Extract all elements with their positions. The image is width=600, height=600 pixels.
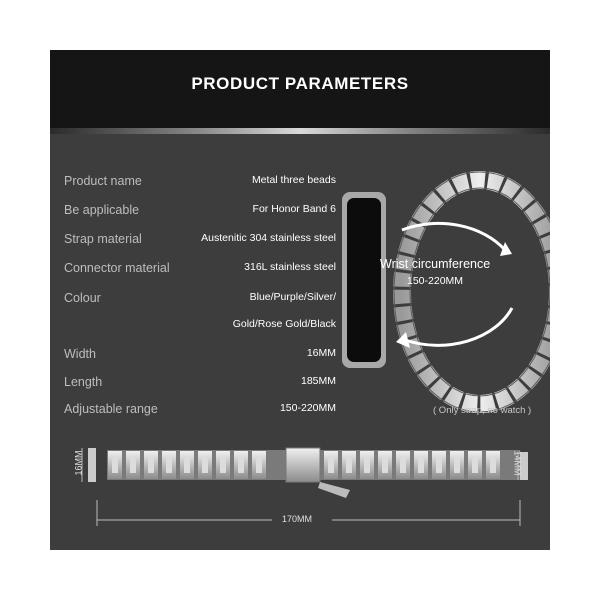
strap-link-bead [238,457,244,473]
clasp-lever [318,482,350,498]
param-label: Colour [64,291,101,305]
strap-link-bead [436,457,442,473]
strap-only-note: ( Only strap, no watch ) [433,405,532,416]
param-row-product-name [50,174,550,192]
strap-link-bead [490,457,496,473]
watch-body [347,198,381,362]
param-label: Strap material [64,232,142,246]
param-value: Metal three beads [251,174,336,186]
param-row-length [50,375,550,393]
wrist-circumference-label: Wrist circumference [380,257,491,271]
param-label: Adjustable range [64,402,158,416]
param-label: Width [64,347,96,361]
param-label: Connector material [64,261,170,275]
strap-link-bead [328,457,334,473]
param-value: Austenitic 304 stainless steel [201,232,336,244]
page-title: PRODUCT PARAMETERS [191,74,409,93]
strap-link-bead [220,457,226,473]
param-label: Length [64,375,103,389]
param-row-connector-material [50,261,550,279]
param-row-strap-material [50,232,550,250]
strap-link-bead [184,457,190,473]
strap-link-bead [364,457,370,473]
param-row-colour [50,291,550,309]
param-row-width [50,347,550,365]
strap-link-bead [148,457,154,473]
strap-link-bead [454,457,460,473]
param-label: Product name [64,174,142,188]
strap-link-bead [112,457,118,473]
param-value: 316L stainless steel [244,261,336,273]
product-parameters-panel [50,50,550,550]
left-end-piece [88,448,96,482]
right-width-label: 14MM [512,450,523,476]
strap-link-bead [130,457,136,473]
strap-link-bead [346,457,352,473]
left-width-label: 16MM [73,450,84,476]
wrist-range-value: 150-220MM [407,275,464,287]
strap-link-bead [256,457,262,473]
strap-link-bead [400,457,406,473]
param-value: 150-220MM [279,402,336,414]
param-value: 16MM [306,347,336,359]
strap-link-bead [418,457,424,473]
strap-link-bead [202,457,208,473]
param-row-applicable [50,203,550,221]
strap-link-bead [166,457,172,473]
param-label: Be applicable [64,203,140,217]
param-value: 185MM [300,375,336,387]
strap-clasp [286,448,320,482]
param-value: Gold/Rose Gold/Black [232,318,336,330]
strap-link-bead [472,457,478,473]
strap-link-bead [382,457,388,473]
param-row-colour-continued [50,318,550,336]
param-value: For Honor Band 6 [252,203,336,215]
param-value: Blue/Purple/Silver/ [249,291,336,303]
length-label: 170MM [282,514,313,524]
